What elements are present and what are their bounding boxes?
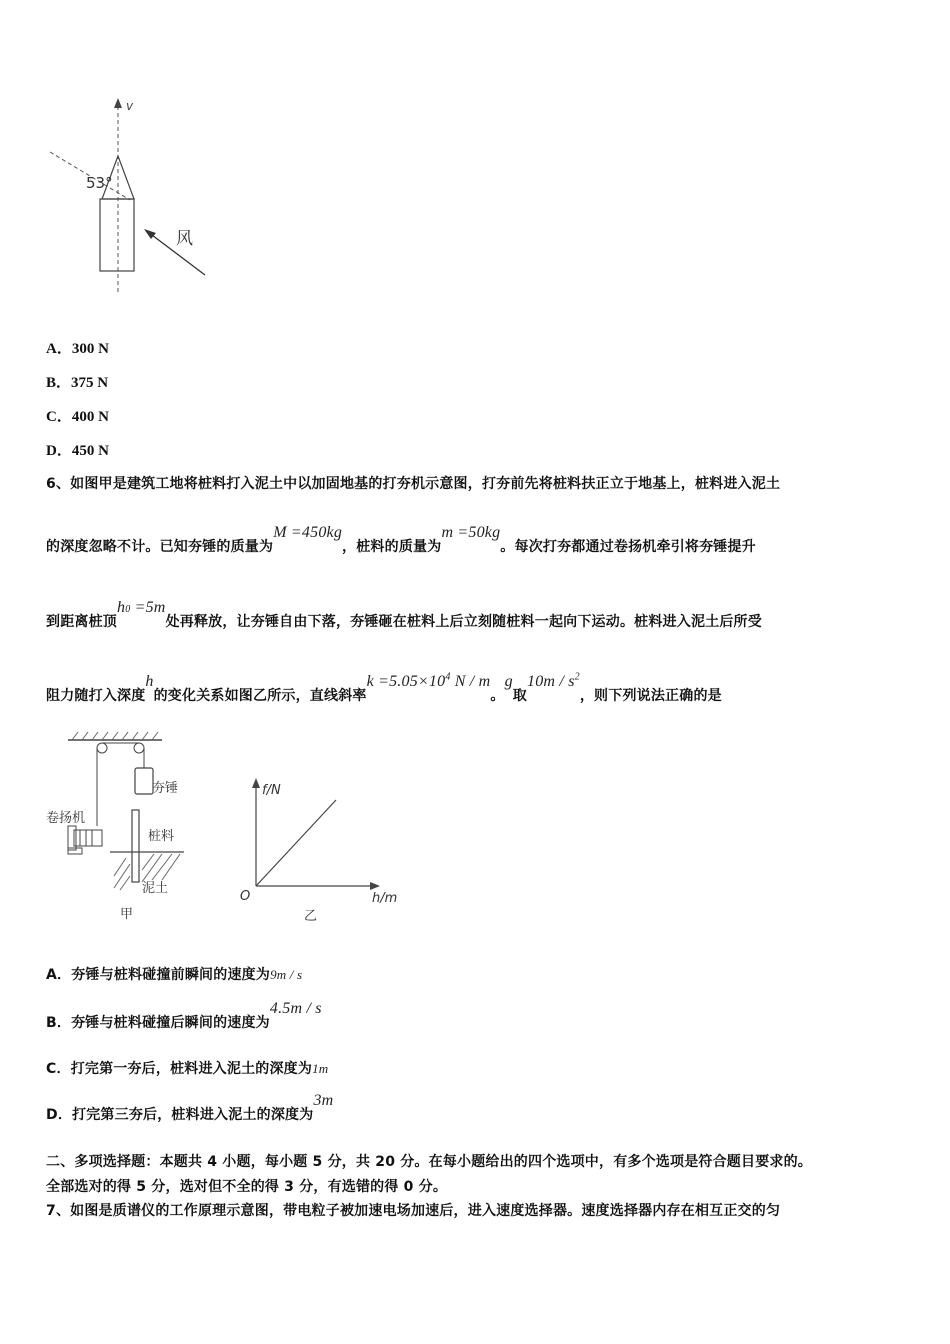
gravity-g: g	[504, 673, 513, 690]
q5-option-c[interactable]: C．400 N	[46, 409, 109, 425]
q5-option-b[interactable]: B．375 N	[46, 375, 109, 391]
v-axis-label: v	[126, 99, 134, 113]
q6-line-3: 到距离桩顶h0 =5m处再释放，让夯锤自由下落，夯锤砸在桩料上后立刻随桩料一起向下运动。桩料进入泥土后所受	[46, 599, 762, 630]
x-axis-label: h/m	[372, 891, 398, 906]
y-axis-label: f/N	[262, 783, 281, 798]
q6-line-2: 的深度忽略不计。已知夯锤的质量为M =450kg，桩料的质量为m =50kg。每次打夯都通过卷扬机牵引将夯锤提升	[46, 524, 756, 555]
origin-label: O	[240, 889, 251, 904]
rocket-wind-figure	[40, 92, 220, 302]
q6-option-b[interactable]: B．夯锤与桩料碰撞后瞬间的速度为4.5m / s	[46, 1000, 322, 1031]
winch-label: 卷扬机	[46, 811, 86, 826]
soil-label: 泥土	[142, 881, 169, 896]
q5-option-d[interactable]: D．450 N	[46, 443, 109, 459]
mass-m: m =50kg	[441, 524, 501, 541]
section2-scoring: 全部选对的得 5 分，选对但不全的得 3 分，有选错的得 0 分。	[46, 1179, 448, 1195]
gravity-value: $10m / s^2$	[527, 671, 580, 690]
section2-heading: 二、多项选择题：本题共 4 小题，每小题 5 分，共 20 分。在每小题给出的四个选项中，有多个选项是符合题目要求的。	[46, 1154, 813, 1170]
hammer-label: 夯锤	[152, 781, 179, 796]
caption-jia: 甲	[120, 907, 134, 922]
caption-yi: 乙	[304, 909, 318, 924]
angle-label: 53°	[86, 174, 113, 192]
q7-line-1: 7、如图是质谱仪的工作原理示意图，带电粒子被加速电场加速后，进入速度选择器。速度选择器内存在相互正交的匀	[46, 1203, 781, 1219]
slope-k: $k =5.05\times 10^4$ N / m	[366, 671, 491, 690]
pile-driver-figure	[44, 730, 204, 925]
force-depth-graph	[232, 778, 404, 926]
pile-label: 桩料	[148, 829, 175, 844]
f-h-line	[256, 800, 336, 886]
q6-option-d[interactable]: D．打完第三夯后，桩料进入泥土的深度为3m	[46, 1092, 334, 1123]
q6-option-a[interactable]: A．夯锤与桩料碰撞前瞬间的速度为9m / s	[46, 967, 303, 983]
height-h0: h0 =5m	[117, 599, 166, 616]
q6-line-1: 6、如图甲是建筑工地将桩料打入泥土中以加固地基的打夯机示意图，打夯前先将桩料扶正立于地基上，桩料进入泥土	[46, 476, 781, 492]
q5-option-a[interactable]: A．300 N	[46, 341, 109, 357]
q6-line-4: 阻力随打入深度h的变化关系如图乙所示，直线斜率$k =5.05\times 10^4$ N / m。g取$10m / s^2$，则下列说法正确的是	[46, 671, 722, 704]
wind-label: 风	[176, 229, 193, 249]
mass-M: M =450kg	[273, 524, 343, 541]
q6-option-c[interactable]: C．打完第一夯后，桩料进入泥土的深度为1m	[46, 1061, 329, 1077]
depth-h: h	[145, 673, 154, 690]
